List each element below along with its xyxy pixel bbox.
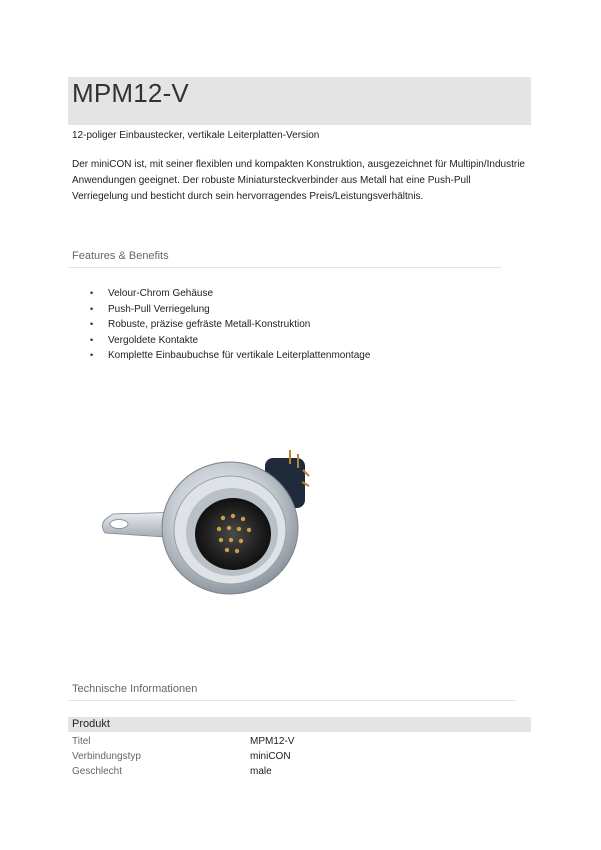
row-value: miniCON — [250, 751, 291, 762]
description-line: Verriegelung und besticht durch sein hervorragendes Preis/Leistungsverhältnis. — [72, 191, 424, 202]
product-description — [72, 157, 534, 205]
feature-text: Push-Pull Verriegelung — [108, 303, 210, 315]
feature-item — [90, 317, 370, 333]
feature-text: Robuste, präzise gefräste Metall-Konstruktion — [108, 319, 311, 330]
bullet-icon: • — [90, 319, 94, 329]
row-value: male — [250, 766, 272, 777]
page-title: MPM12-V — [72, 78, 189, 108]
product-table-header — [68, 717, 531, 732]
title-bar — [68, 77, 531, 125]
feature-text: Komplette Einbaubuchse für vertikale Leiterplattenmontage — [108, 350, 371, 361]
row-label: Titel — [72, 736, 91, 747]
feature-item — [90, 348, 370, 364]
description-line: Anwendungen geeignet. Der robuste Miniatursteckverbinder aus Metall hat eine Push-Pull — [72, 175, 471, 186]
bullet-icon: • — [90, 334, 94, 345]
features-heading: Features & Benefits — [72, 250, 169, 262]
feature-text: Velour-Chrom Gehäuse — [108, 288, 214, 299]
feature-item — [90, 333, 370, 349]
bullet-icon: • — [90, 303, 94, 314]
feature-text: Vergoldete Kontakte — [108, 334, 199, 346]
connector-product-image — [95, 450, 325, 610]
row-value: MPM12-V — [250, 736, 295, 747]
feature-item — [90, 286, 370, 302]
product-subtitle: 12-poliger Einbaustecker, vertikale Leiterplatten-Version — [72, 130, 320, 141]
row-label: Verbindungstyp — [72, 751, 141, 762]
description-line: Der miniCON ist, mit seiner flexiblen und kompakten Konstruktion, ausgezeichnet für Multipin/Industrie — [72, 159, 525, 170]
feature-item — [90, 302, 370, 318]
row-label: Geschlecht — [72, 766, 123, 777]
features-list — [90, 286, 370, 364]
product-group-title: Produkt — [72, 718, 110, 730]
bullet-icon: • — [90, 288, 94, 298]
features-divider — [68, 267, 501, 268]
technical-heading: Technische Informationen — [72, 683, 198, 695]
bullet-icon: • — [90, 350, 94, 360]
technical-divider — [68, 700, 516, 701]
